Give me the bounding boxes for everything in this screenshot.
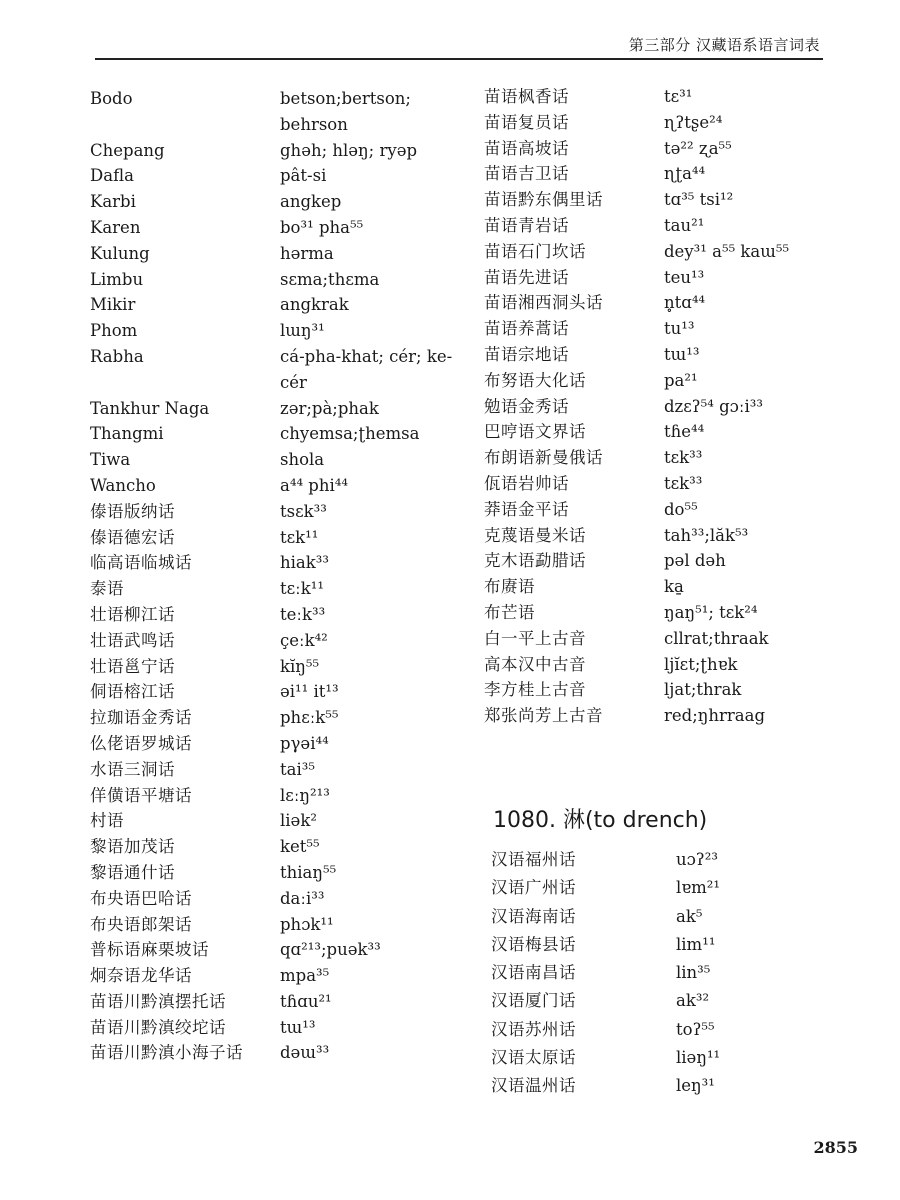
language-name: 汉语海南话 bbox=[491, 906, 576, 926]
entry-row bbox=[484, 368, 824, 394]
language-name: 侗语榕江话 bbox=[90, 682, 175, 702]
entry-row bbox=[90, 525, 475, 551]
entry-row bbox=[90, 344, 475, 396]
left-column bbox=[90, 86, 475, 1066]
entry-row bbox=[90, 705, 475, 731]
language-name: 布朗语新曼俄话 bbox=[484, 448, 603, 468]
language-name: Bodo bbox=[90, 89, 133, 108]
entry-row bbox=[484, 677, 824, 703]
language-name: Tankhur Naga bbox=[90, 398, 210, 418]
running-head: 第三部分 汉藏语系语言词表 bbox=[628, 36, 820, 54]
language-name: 莽语金平话 bbox=[484, 499, 569, 519]
section-heading: 1080. 淋(to drench) bbox=[493, 808, 708, 833]
word-form: pa²¹ bbox=[664, 370, 698, 390]
entry-row bbox=[491, 987, 831, 1015]
word-form: lɯŋ³¹ bbox=[280, 321, 325, 341]
word-form: ak⁵ bbox=[676, 906, 703, 926]
word-form: teːk³³ bbox=[280, 604, 326, 624]
word-form: çeːk⁴² bbox=[280, 630, 328, 650]
word-form: tɯ¹³ bbox=[280, 1017, 316, 1037]
language-name: 白一平上古音 bbox=[484, 628, 586, 648]
language-name: Wancho bbox=[90, 475, 156, 495]
word-form: lɐm²¹ bbox=[676, 878, 720, 898]
word-form: red;ŋhrraag bbox=[664, 706, 766, 726]
language-name: Karbi bbox=[90, 192, 136, 212]
entry-row bbox=[90, 886, 475, 912]
entry-row bbox=[90, 628, 475, 654]
entry-row bbox=[90, 912, 475, 938]
language-name: 泰语 bbox=[90, 579, 124, 599]
language-name: Tiwa bbox=[90, 450, 131, 470]
language-name: 郑张尚芳上古音 bbox=[484, 706, 603, 726]
language-name: 汉语太原话 bbox=[491, 1048, 576, 1068]
entry-row bbox=[90, 963, 475, 989]
language-name: Limbu bbox=[90, 269, 144, 289]
entry-row bbox=[90, 163, 475, 189]
word-form: dəɯ³³ bbox=[280, 1043, 330, 1063]
language-name: 汉语福州话 bbox=[491, 850, 576, 869]
language-name: 临高语临城话 bbox=[90, 553, 192, 573]
entry-row bbox=[90, 654, 475, 680]
language-name: 苗语石门坎话 bbox=[484, 241, 586, 261]
entry-row bbox=[484, 161, 824, 187]
entry-row bbox=[90, 757, 475, 783]
language-name: 苗语吉卫话 bbox=[484, 164, 569, 184]
word-form: n̥tɑ⁴⁴ bbox=[664, 293, 706, 313]
language-name: 佤语岩帅话 bbox=[484, 473, 569, 493]
language-name: 苗语川黔滇小海子话 bbox=[90, 1043, 243, 1063]
entry-row bbox=[491, 903, 831, 931]
entry-row bbox=[90, 421, 475, 447]
entry-row bbox=[90, 215, 475, 241]
language-name: 苗语青岩话 bbox=[484, 215, 569, 235]
entry-row bbox=[484, 187, 824, 213]
word-form: angkep bbox=[280, 192, 342, 212]
word-form: cllrat;thraak bbox=[664, 628, 769, 648]
entry-row bbox=[90, 834, 475, 860]
language-name: 李方桂上古音 bbox=[484, 680, 586, 700]
word-form: tɛk³³ bbox=[664, 473, 703, 493]
language-name: 勉语金秀话 bbox=[484, 396, 569, 416]
word-form: dzɛʔ⁵⁴ gɔːi³³ bbox=[664, 396, 763, 416]
language-name: 佯僙语平塘话 bbox=[90, 785, 192, 805]
entry-row bbox=[90, 550, 475, 576]
entry-row bbox=[90, 937, 475, 963]
entry-row bbox=[484, 574, 824, 600]
word-form: shola bbox=[280, 450, 325, 470]
entry-row bbox=[90, 602, 475, 628]
entry-row bbox=[491, 931, 831, 959]
word-form: do⁵⁵ bbox=[664, 499, 698, 519]
entry-row bbox=[90, 138, 475, 164]
language-name: 苗语黔东偶里话 bbox=[484, 190, 603, 210]
entry-row bbox=[484, 419, 824, 445]
language-name: 黎语通什话 bbox=[90, 862, 175, 882]
entry-row bbox=[90, 783, 475, 809]
language-name: 炯奈语龙华话 bbox=[90, 966, 192, 986]
entry-row bbox=[90, 189, 475, 215]
language-name: 汉语梅县话 bbox=[491, 934, 576, 954]
word-form: dey³¹ a⁵⁵ kaɯ⁵⁵ bbox=[664, 241, 790, 261]
word-form: əi¹¹ it¹³ bbox=[280, 682, 339, 702]
language-name: 傣语德宏话 bbox=[90, 527, 175, 547]
word-form: phɔk¹¹ bbox=[280, 914, 334, 934]
word-form: pât-si bbox=[280, 166, 327, 186]
entry-row bbox=[484, 84, 824, 110]
entry-row bbox=[484, 445, 824, 471]
language-name: 苗语川黔滇绞坨话 bbox=[90, 1017, 226, 1037]
word-form: tsɛk³³ bbox=[280, 501, 327, 521]
word-form: tah³³;lăk⁵³ bbox=[664, 525, 749, 545]
language-name: Chepang bbox=[90, 140, 165, 160]
language-name: 克木语勐腊话 bbox=[484, 551, 586, 571]
entry-row bbox=[484, 110, 824, 136]
language-name: 苗语宗地话 bbox=[484, 344, 569, 364]
language-name: 壮语邕宁话 bbox=[90, 656, 175, 676]
entry-row bbox=[491, 1016, 831, 1044]
language-name: Dafla bbox=[90, 166, 134, 186]
word-form: tɑ³⁵ tsi¹² bbox=[664, 190, 734, 210]
header-rule bbox=[95, 58, 823, 60]
language-name: 壮语柳江话 bbox=[90, 604, 175, 624]
word-form: lim¹¹ bbox=[676, 934, 716, 954]
entry-row bbox=[484, 136, 824, 162]
word-form: chyemsa;ʈhemsa bbox=[280, 424, 420, 444]
language-name: 布央语郎架话 bbox=[90, 914, 192, 934]
word-form: tɛk³³ bbox=[664, 448, 703, 468]
word-form: zər;pà;phak bbox=[280, 398, 379, 418]
entry-row bbox=[484, 471, 824, 497]
word-form: bo³¹ pha⁵⁵ bbox=[280, 217, 364, 237]
word-form: leŋ³¹ bbox=[676, 1076, 715, 1096]
language-name: 苗语高坡话 bbox=[484, 138, 569, 158]
entry-row bbox=[491, 874, 831, 902]
word-form: uɔʔ²³ bbox=[676, 850, 718, 869]
language-name: 布努语大化话 bbox=[484, 370, 586, 390]
word-form: pəl dəh bbox=[664, 551, 726, 571]
entry-row bbox=[90, 499, 475, 525]
language-name: 汉语南昌话 bbox=[491, 963, 576, 983]
entry-row bbox=[484, 523, 824, 549]
language-name: Kulung bbox=[90, 243, 150, 263]
word-form: tɛːk¹¹ bbox=[280, 579, 324, 599]
word-form: ak³² bbox=[676, 991, 710, 1011]
word-form: ɳʈa⁴⁴ bbox=[664, 164, 706, 184]
word-form: pγəi⁴⁴ bbox=[280, 733, 329, 753]
word-form: tə²² ʐa⁵⁵ bbox=[664, 138, 732, 158]
word-form: hərma bbox=[280, 243, 334, 263]
word-form: mpa³⁵ bbox=[280, 966, 330, 986]
entry-row bbox=[90, 267, 475, 293]
entry-row bbox=[484, 342, 824, 368]
language-name: 汉语厦门话 bbox=[491, 991, 576, 1011]
language-name: 仫佬语罗城话 bbox=[90, 733, 192, 753]
entry-row bbox=[484, 626, 824, 652]
language-name: 高本汉中古音 bbox=[484, 654, 586, 674]
word-form: hiak³³ bbox=[280, 553, 329, 573]
word-form: ljat;thrak bbox=[664, 680, 742, 700]
language-name: Phom bbox=[90, 321, 138, 341]
language-name: 巴哼语文界话 bbox=[484, 422, 586, 442]
right-column-top bbox=[484, 84, 824, 729]
language-name: 苗语枫香话 bbox=[484, 87, 569, 106]
language-name: 汉语温州话 bbox=[491, 1076, 576, 1096]
entry-row bbox=[90, 292, 475, 318]
entry-row bbox=[484, 213, 824, 239]
word-form: lin³⁵ bbox=[676, 963, 711, 983]
word-form: daːi³³ bbox=[280, 888, 325, 908]
word-form: sɛma;thɛma bbox=[280, 269, 380, 289]
word-form: tɯ¹³ bbox=[664, 344, 700, 364]
word-form: kĭŋ⁵⁵ bbox=[280, 656, 320, 676]
word-form: cá-pha-khat; cér; ke-cér bbox=[280, 346, 453, 392]
word-form: ka̱ bbox=[664, 577, 684, 597]
language-name: Karen bbox=[90, 217, 141, 237]
word-form: tɛ³¹ bbox=[664, 87, 693, 106]
word-form: teu¹³ bbox=[664, 267, 705, 287]
language-name: 普标语麻栗坡话 bbox=[90, 940, 209, 960]
language-name: 拉珈语金秀话 bbox=[90, 708, 192, 728]
language-name: 克蔑语曼米话 bbox=[484, 525, 586, 545]
language-name: 汉语广州话 bbox=[491, 878, 576, 898]
entry-row bbox=[90, 860, 475, 886]
entry-row bbox=[491, 959, 831, 987]
entry-row bbox=[491, 846, 831, 874]
language-name: 水语三洞话 bbox=[90, 759, 175, 779]
entry-row bbox=[484, 316, 824, 342]
language-name: 布赓语 bbox=[484, 577, 535, 597]
language-name: 苗语湘西洞头话 bbox=[484, 293, 603, 313]
language-name: 苗语先进话 bbox=[484, 267, 569, 287]
entry-row bbox=[90, 447, 475, 473]
language-name: 汉语苏州话 bbox=[491, 1019, 576, 1039]
page-number: 2855 bbox=[813, 1138, 858, 1157]
word-form: tai³⁵ bbox=[280, 759, 315, 779]
word-form: liək² bbox=[280, 811, 317, 831]
word-form: ŋaŋ⁵¹; tɛk²⁴ bbox=[664, 602, 758, 622]
word-form: tau²¹ bbox=[664, 215, 705, 235]
entry-row bbox=[90, 241, 475, 267]
entry-row bbox=[90, 808, 475, 834]
language-name: Rabha bbox=[90, 346, 144, 366]
word-form: ghəh; hləŋ; ryəp bbox=[280, 140, 418, 160]
word-form: ket⁵⁵ bbox=[280, 837, 320, 857]
entry-row bbox=[90, 989, 475, 1015]
word-form: qɑ²¹³;puək³³ bbox=[280, 940, 381, 960]
entry-row bbox=[484, 652, 824, 678]
entry-row bbox=[90, 1015, 475, 1041]
language-name: 苗语复员话 bbox=[484, 112, 569, 132]
entry-row bbox=[484, 703, 824, 729]
entry-row bbox=[484, 290, 824, 316]
right-column-bottom bbox=[491, 846, 831, 1101]
entry-row bbox=[90, 1040, 475, 1066]
entry-row bbox=[90, 396, 475, 422]
word-form: tɦɑu²¹ bbox=[280, 991, 332, 1011]
entry-row bbox=[90, 473, 475, 499]
word-form: ɳʔtʂe²⁴ bbox=[664, 112, 723, 132]
entry-row bbox=[491, 1072, 831, 1100]
entry-row bbox=[484, 600, 824, 626]
word-form: betson;bertson; behrson bbox=[280, 89, 411, 134]
word-form: liəŋ¹¹ bbox=[676, 1048, 721, 1068]
word-form: lɛːŋ²¹³ bbox=[280, 785, 330, 805]
entry-row bbox=[90, 731, 475, 757]
word-form: tu¹³ bbox=[664, 319, 695, 339]
language-name: 布央语巴哈话 bbox=[90, 888, 192, 908]
entry-row bbox=[484, 239, 824, 265]
word-form: a⁴⁴ phi⁴⁴ bbox=[280, 475, 349, 495]
entry-row bbox=[484, 265, 824, 291]
language-name: 黎语加茂话 bbox=[90, 837, 175, 857]
word-form: toʔ⁵⁵ bbox=[676, 1019, 715, 1039]
entry-row bbox=[484, 548, 824, 574]
language-name: 苗语川黔滇摆托话 bbox=[90, 991, 226, 1011]
language-name: Thangmi bbox=[90, 424, 164, 444]
language-name: 苗语养蒿话 bbox=[484, 319, 569, 339]
entry-row bbox=[90, 576, 475, 602]
language-name: 傣语版纳话 bbox=[90, 501, 175, 521]
language-name: 壮语武鸣话 bbox=[90, 630, 175, 650]
word-form: phɛːk⁵⁵ bbox=[280, 708, 339, 728]
entry-row bbox=[90, 679, 475, 705]
language-name: 村语 bbox=[90, 811, 124, 831]
entry-row bbox=[484, 497, 824, 523]
word-form: angkrak bbox=[280, 295, 349, 315]
word-form: tɛk¹¹ bbox=[280, 527, 319, 547]
word-form: tɦe⁴⁴ bbox=[664, 422, 705, 442]
word-form: ljĭɛt;ʈhɐk bbox=[664, 654, 738, 674]
language-name: 布芒语 bbox=[484, 602, 535, 622]
entry-row bbox=[90, 86, 475, 138]
entry-row bbox=[484, 394, 824, 420]
word-form: thiaŋ⁵⁵ bbox=[280, 862, 337, 882]
entry-row bbox=[491, 1044, 831, 1072]
entry-row bbox=[90, 318, 475, 344]
language-name: Mikir bbox=[90, 295, 136, 315]
